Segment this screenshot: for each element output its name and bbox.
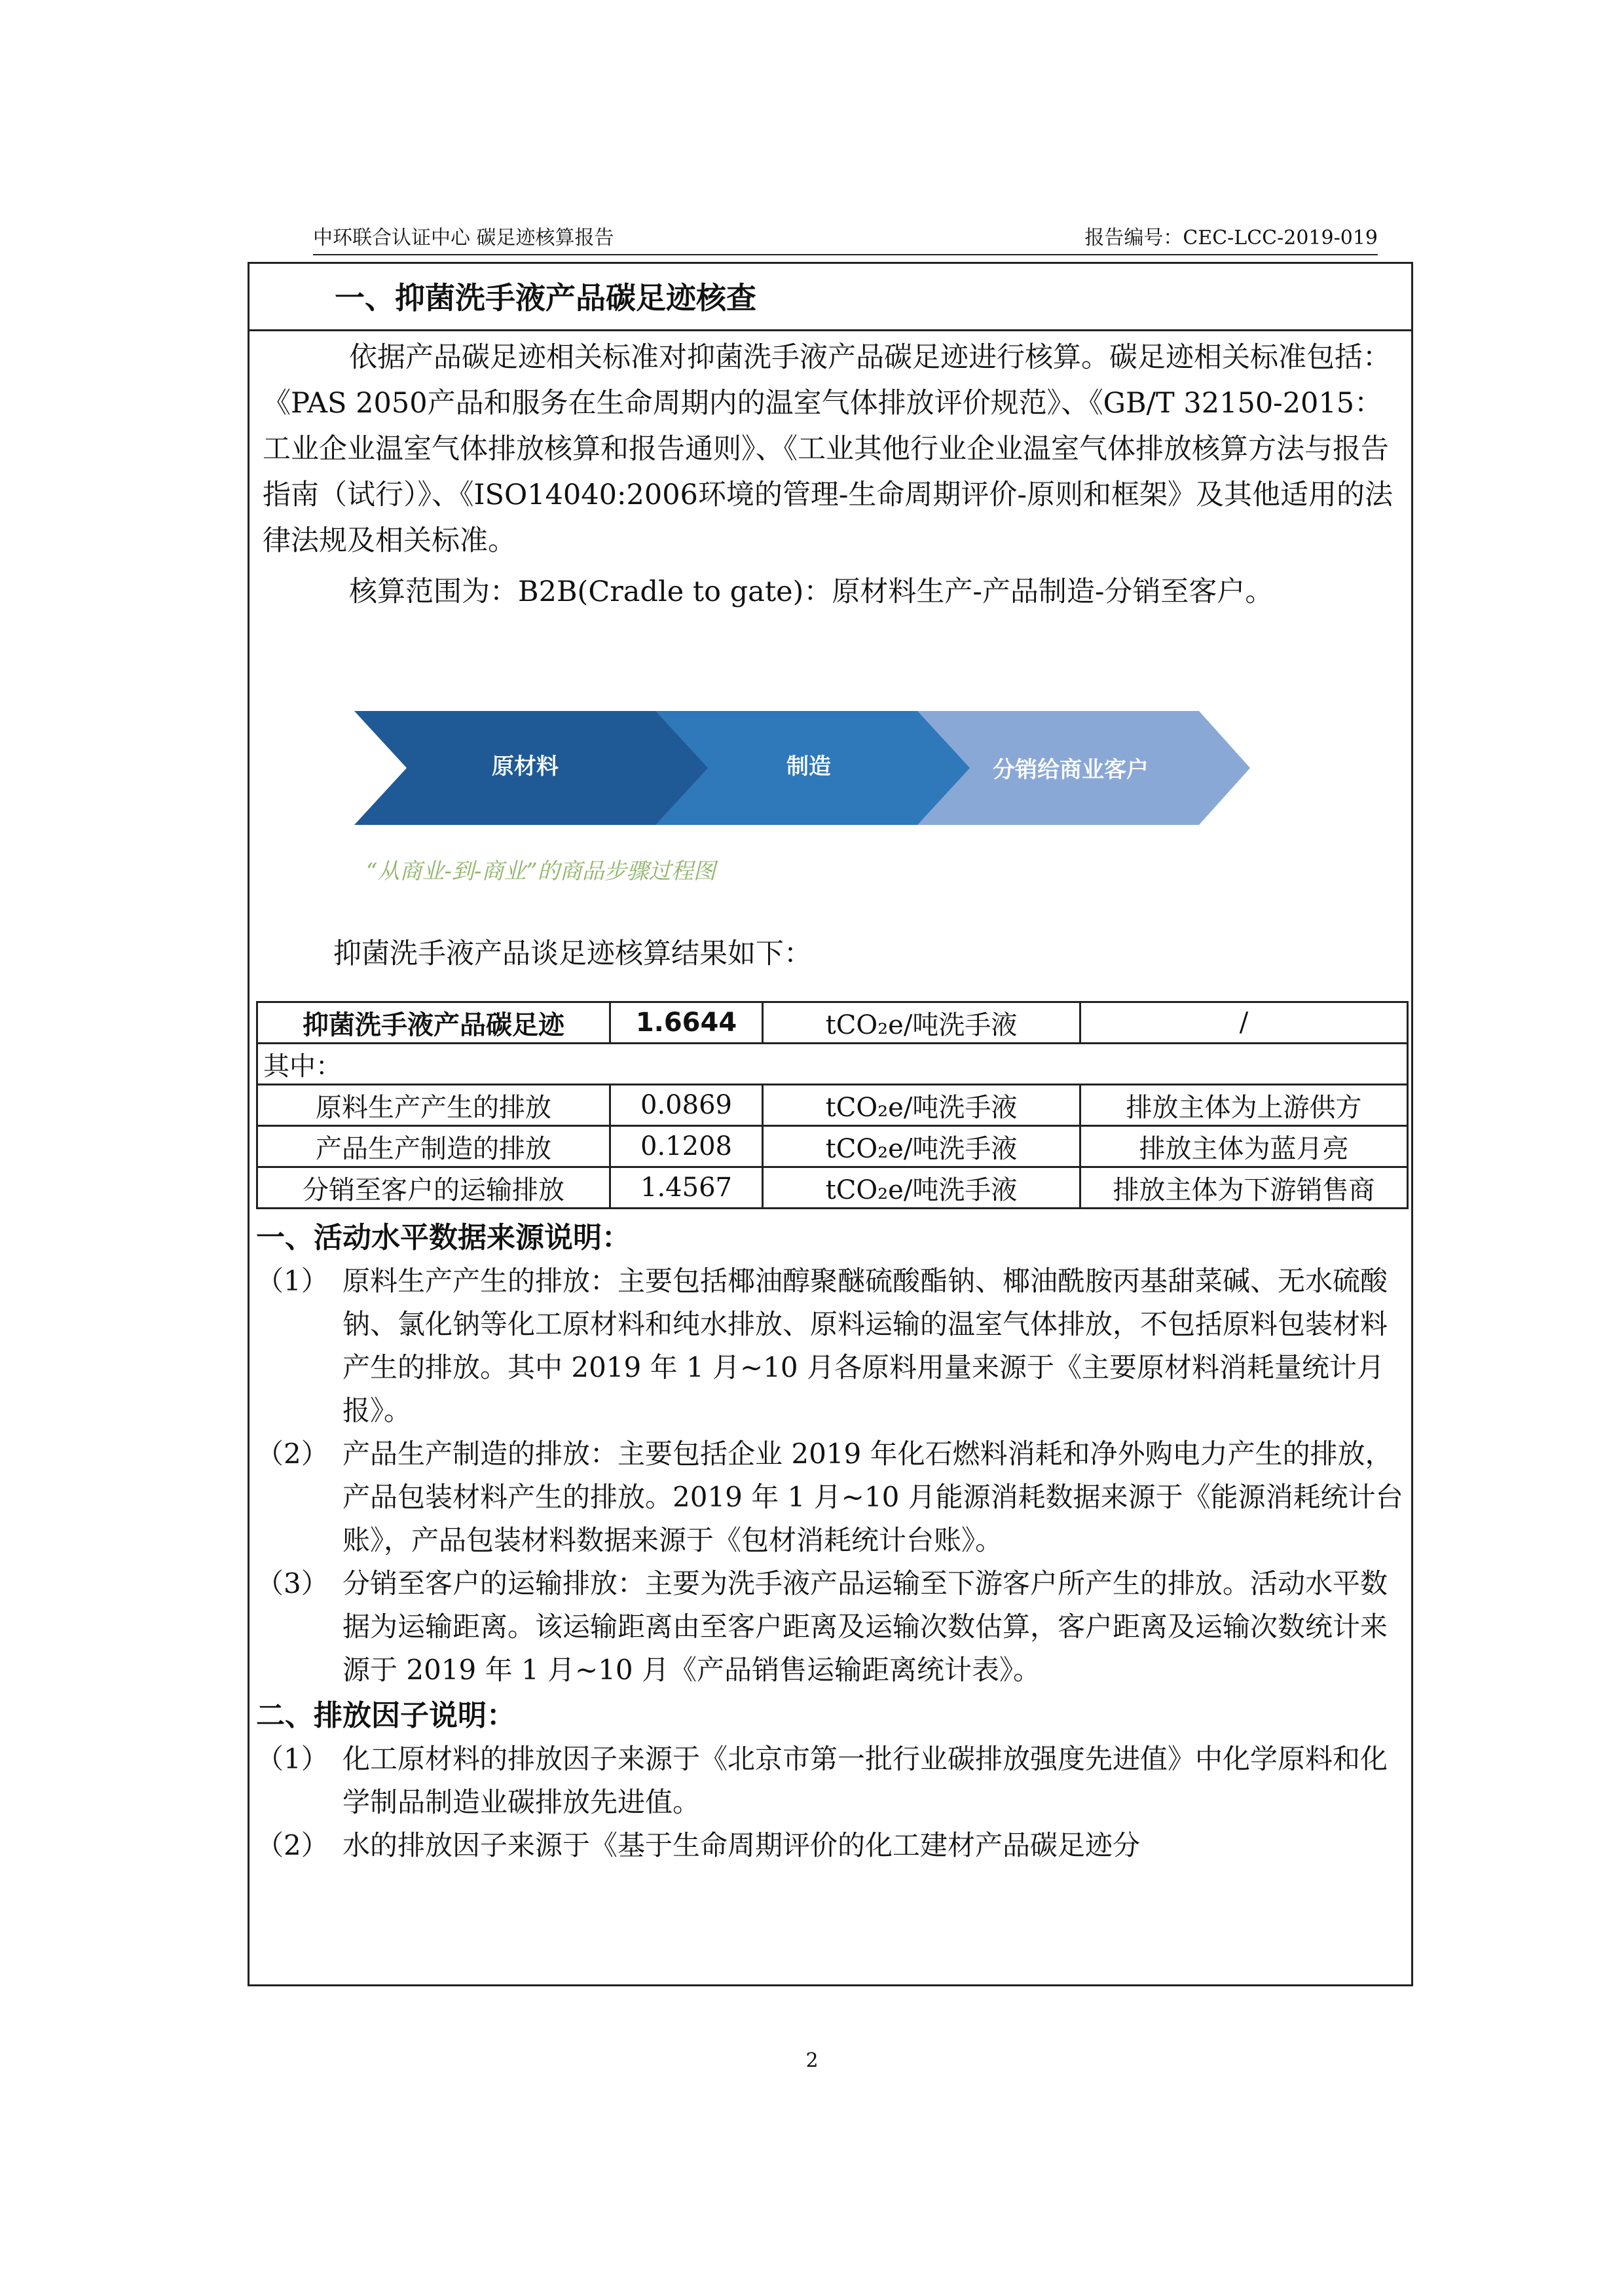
table-row <box>257 1085 1408 1126</box>
item-number: （1） <box>256 1265 329 1297</box>
list-item <box>256 1432 1405 1562</box>
flow-label-distribution: 分销给商业客户 <box>993 757 1149 783</box>
header-org: 中环联合认证中心 碳足迹核算报告 <box>313 227 614 249</box>
row-unit: tCO₂e/吨洗手液 <box>763 1167 1080 1209</box>
table-row <box>257 1126 1408 1167</box>
header-rule <box>313 254 1378 255</box>
scope-paragraph: 核算范围为：B2B(Cradle to gate)：原材料生产-产品制造-分销至客户。 <box>349 575 1274 608</box>
row-note: 排放主体为下游销售商 <box>1080 1167 1408 1209</box>
flow-label-manufacturing: 制造 <box>786 754 831 780</box>
intro-paragraph: 依据产品碳足迹相关标准对抑菌洗手液产品碳足迹进行核算。碳足迹相关标准包括：《PAS 2050产品和服务在生命周期内的温室气体排放评价规范》、《GB/T 32150-2015：工业企业温室气体排放核算和报告通则》、《工业其他行业企业温室气体排放核算方法与报告指南（试行）》、《ISO14040:2006环境的管理-生命周期评价-原则和框架》及其他适用的法律法规及相关标准。 <box>263 341 1393 557</box>
row-label: 原料生产产生的排放 <box>257 1085 610 1126</box>
list-item <box>256 1260 1405 1432</box>
activity-section <box>256 1216 1405 1867</box>
results-table <box>256 1001 1409 1209</box>
flow-caption: “从商业-到-商业”的商品步骤过程图 <box>366 858 716 884</box>
item-number: （2） <box>256 1438 329 1470</box>
row-unit: tCO₂e/吨洗手液 <box>763 1085 1080 1126</box>
table-row-sub-label <box>257 1044 1408 1085</box>
report-number: 报告编号：CEC-LCC-2019-019 <box>1084 227 1378 249</box>
page-header <box>313 210 1378 255</box>
title-row <box>249 264 1411 331</box>
row-note: 排放主体为蓝月亮 <box>1080 1126 1408 1167</box>
item-number: （3） <box>256 1567 329 1599</box>
item-text: 化工原材料的排放因子来源于《北京市第一批行业碳排放强度先进值》中化学原料和化学制品制造业碳排放先进值。 <box>342 1743 1388 1818</box>
row-label: 产品生产制造的排放 <box>257 1126 610 1167</box>
flow-label-raw-material: 原材料 <box>492 754 559 780</box>
content-frame <box>248 262 1413 1986</box>
row-value: 0.0869 <box>610 1085 763 1126</box>
item-text: 分销至客户的运输排放：主要为洗手液产品运输至下游客户所产生的排放。活动水平数据为运输距离。该运输距离由至客户距离及运输次数估算，客户距离及运输次数统计来源于 2019 年 1 月~10 月《产品销售运输距离统计表》。 <box>342 1567 1388 1686</box>
item-number: （1） <box>256 1743 329 1775</box>
list-item <box>256 1824 1405 1867</box>
table-row <box>257 1167 1408 1209</box>
item-text: 原料生产产生的排放：主要包括椰油醇聚醚硫酸酯钠、椰油酰胺丙基甜菜碱、无水硫酸钠、氯化钠等化工原材料和纯水排放、原料运输的温室气体排放，不包括原料包装材料产生的排放。其中 2019 年 1 月~10 月各原料用量来源于《主要原材料消耗量统计月报》。 <box>342 1265 1388 1427</box>
total-value: 1.6644 <box>610 1002 763 1044</box>
results-intro: 抑菌洗手液产品谈足迹核算结果如下： <box>333 938 812 970</box>
row-note: 排放主体为上游供方 <box>1080 1085 1408 1126</box>
list-item <box>256 1738 1405 1824</box>
total-note: / <box>1080 1002 1408 1044</box>
row-value: 1.4567 <box>610 1167 763 1209</box>
activity-heading: 一、活动水平数据来源说明： <box>256 1221 631 1254</box>
row-unit: tCO₂e/吨洗手液 <box>763 1126 1080 1167</box>
item-text: 水的排放因子来源于《基于生命周期评价的化工建材产品碳足迹分 <box>342 1829 1141 1861</box>
item-text: 产品生产制造的排放：主要包括企业 2019 年化石燃料消耗和净外购电力产生的排放，产品包装材料产生的排放。2019 年 1 月~10 月能源消耗数据来源于《能源消耗统计台账》，产品包装材料数据来源于《包材消耗统计台账》。 <box>342 1438 1403 1556</box>
row-value: 0.1208 <box>610 1126 763 1167</box>
table-row-total <box>257 1002 1408 1044</box>
factor-heading: 二、排放因子说明： <box>256 1699 515 1732</box>
total-label: 抑菌洗手液产品碳足迹 <box>257 1002 610 1044</box>
intro-block <box>263 335 1401 615</box>
list-item <box>256 1562 1405 1692</box>
total-unit: tCO₂e/吨洗手液 <box>763 1002 1080 1044</box>
item-number: （2） <box>256 1829 329 1861</box>
page-number: 2 <box>805 2049 819 2072</box>
sub-label: 其中： <box>257 1044 1408 1085</box>
row-label: 分销至客户的运输排放 <box>257 1167 610 1209</box>
section-title: 一、抑菌洗手液产品碳足迹核查 <box>335 280 756 316</box>
